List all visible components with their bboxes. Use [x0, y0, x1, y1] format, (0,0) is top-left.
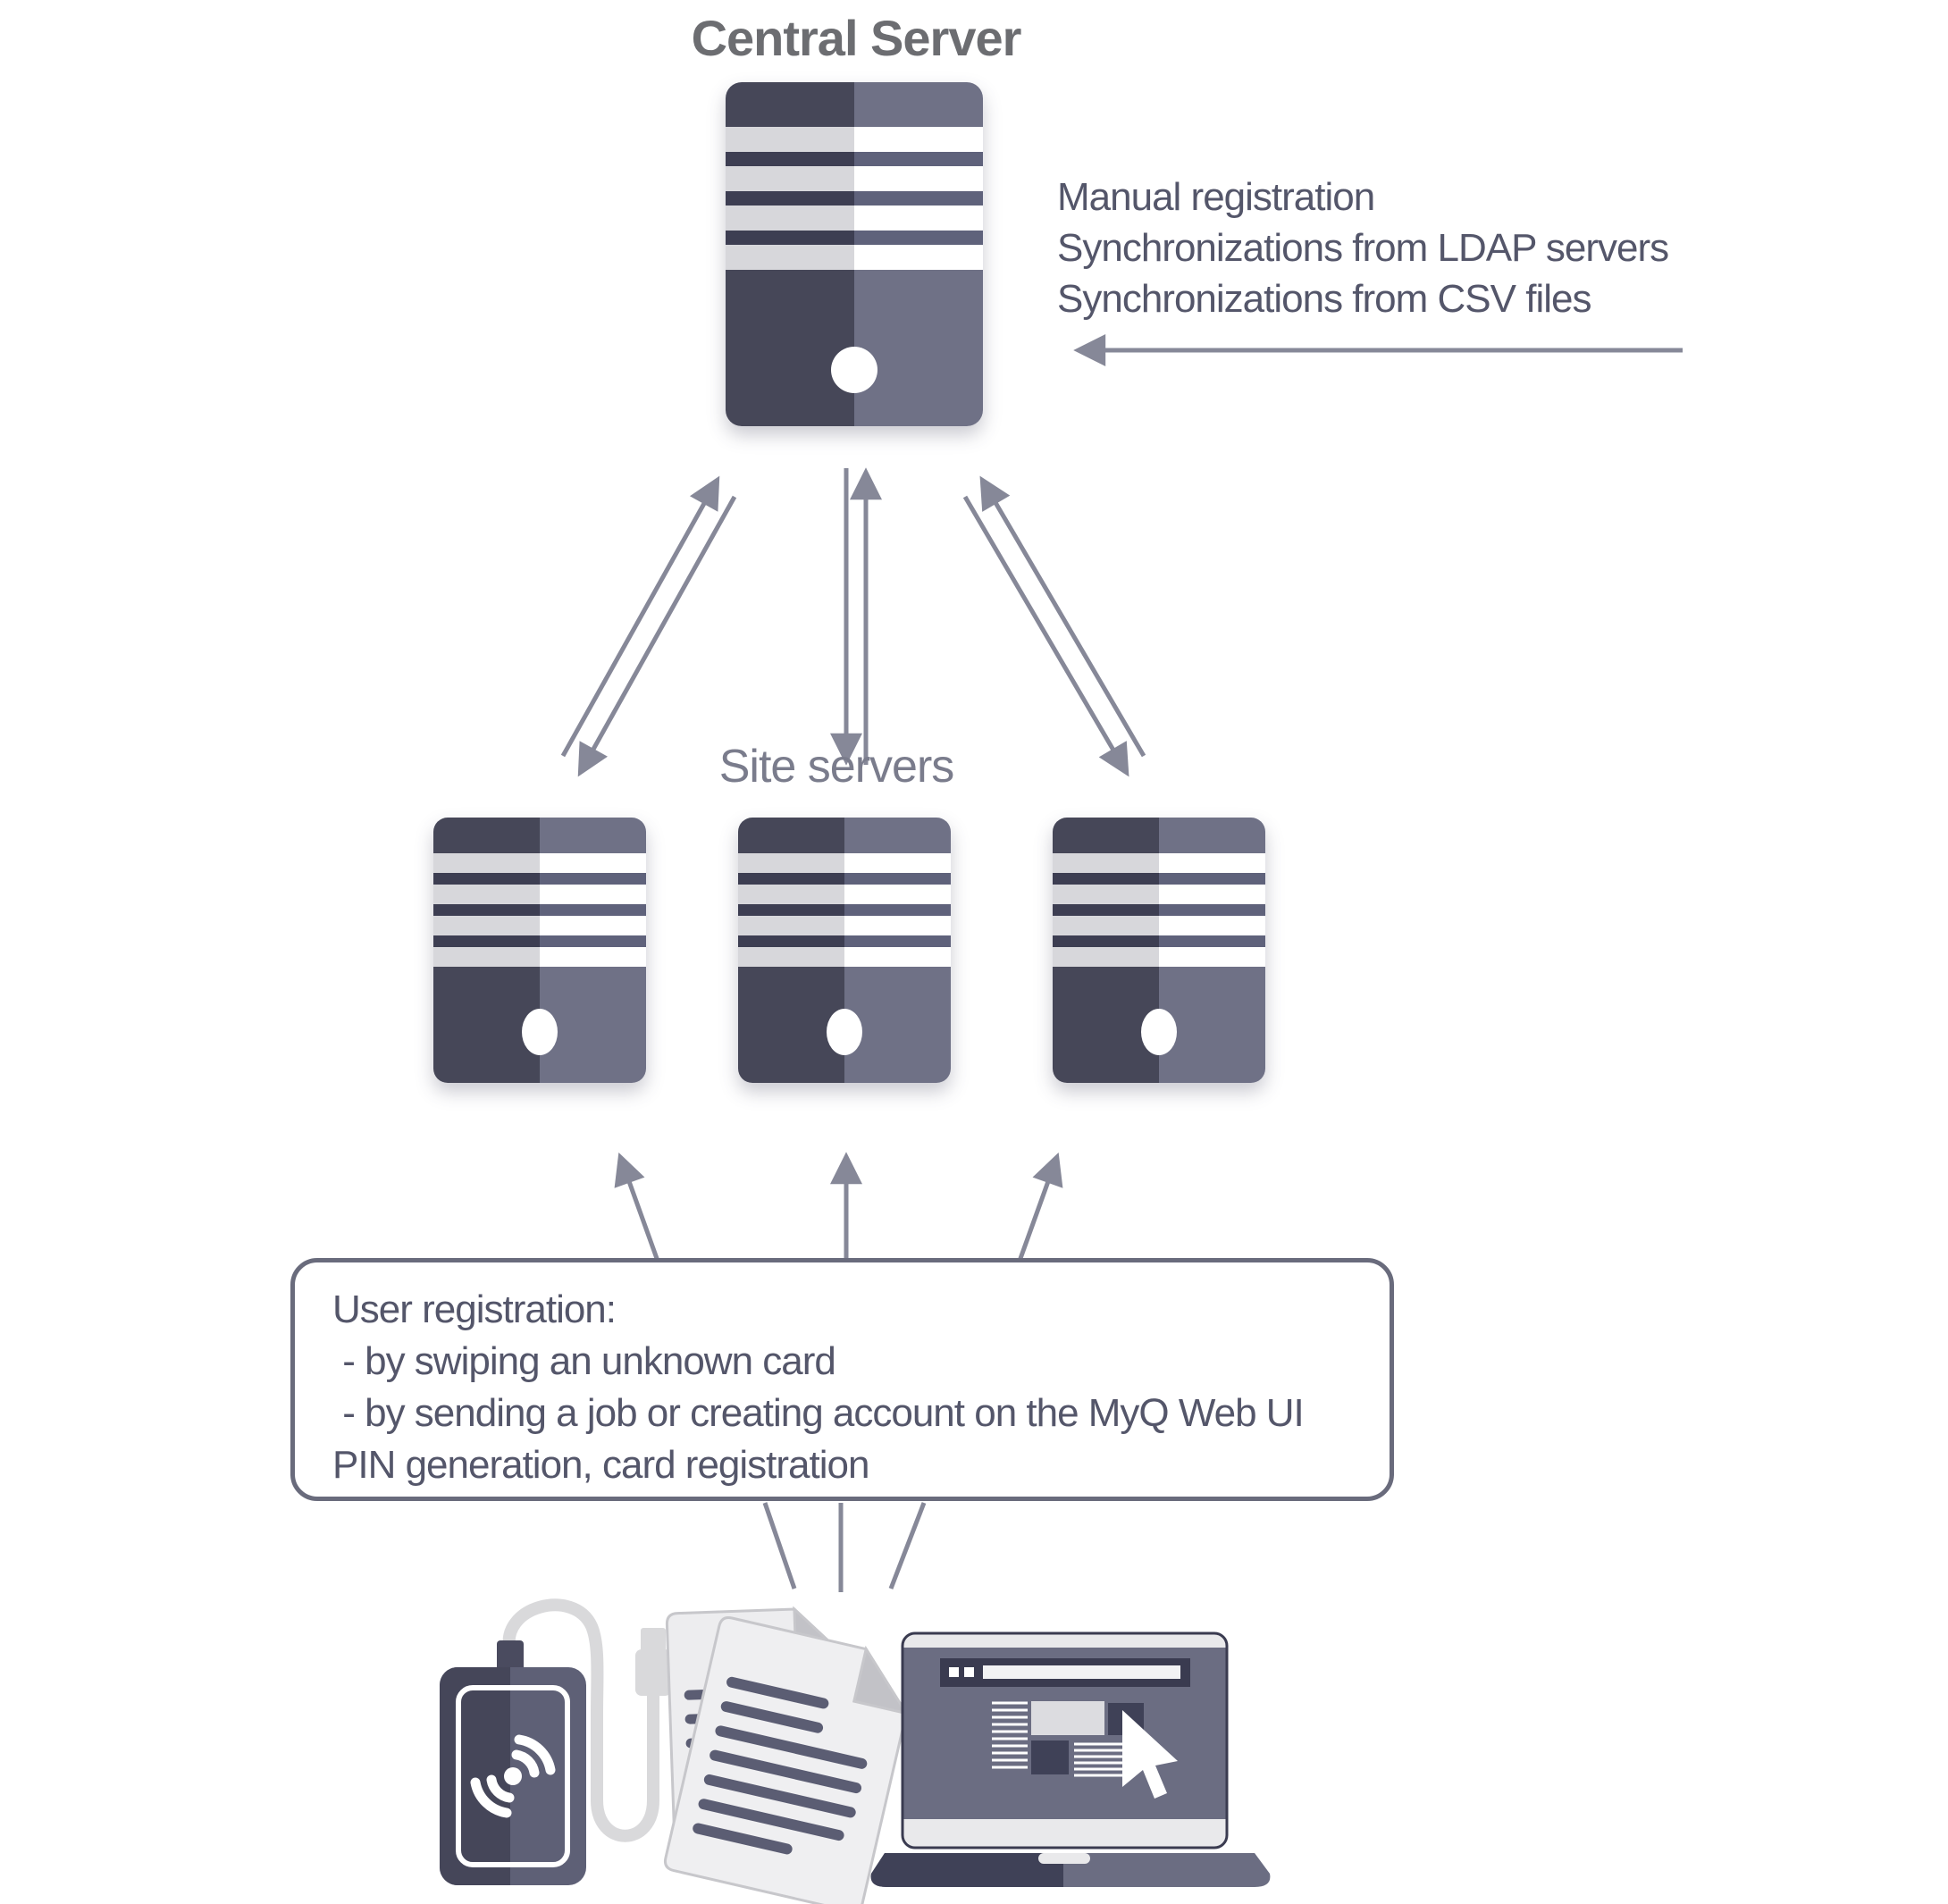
- documents-icon: [663, 1607, 918, 1904]
- central-server-title: Central Server: [691, 10, 1021, 66]
- page-dark-block: [1031, 1740, 1069, 1774]
- browser-button: [949, 1667, 959, 1677]
- server-top-panel: [726, 82, 983, 127]
- power-button: [1141, 1009, 1177, 1055]
- laptop-browser-icon: [871, 1633, 1271, 1887]
- user-registration-line: PIN generation, card registration: [332, 1443, 869, 1487]
- usb-plug-tip: [641, 1628, 666, 1653]
- page-image-placeholder: [1031, 1701, 1104, 1735]
- central-to-site3-arrows: [965, 484, 1144, 768]
- site-server-3-icon: [1053, 818, 1265, 1083]
- power-button: [831, 347, 877, 393]
- annotation-line: Synchronizations from CSV files: [1057, 277, 1591, 321]
- power-button: [522, 1009, 558, 1055]
- usb-plug-body: [635, 1649, 671, 1696]
- annotation-line: Manual registration: [1057, 175, 1375, 219]
- central-to-site2-arrows: [846, 468, 866, 765]
- rfid-card-reader-icon: [440, 1605, 671, 1885]
- registration-methods-text: [1057, 172, 1668, 324]
- browser-button: [964, 1667, 974, 1677]
- site-server-2-icon: [738, 818, 951, 1083]
- user-registration-line: - by swiping an unknown card: [332, 1339, 835, 1383]
- power-button: [827, 1009, 862, 1055]
- annotation-line: Synchronizations from LDAP servers: [1057, 226, 1669, 270]
- site-server-1-icon: [433, 818, 646, 1083]
- central-to-site1-arrows: [563, 484, 735, 768]
- laptop-base-dark-half: [871, 1853, 1063, 1887]
- user-registration-box: [290, 1258, 1394, 1501]
- card-body-dark: [440, 1667, 510, 1885]
- user-registration-line: - by sending a job or creating account on the MyQ Web UI: [332, 1391, 1304, 1435]
- central-server-icon: [726, 82, 983, 426]
- browser-address-bar: [983, 1665, 1180, 1679]
- user-registration-line: User registration:: [332, 1288, 617, 1331]
- laptop-base-notch: [1038, 1853, 1090, 1864]
- device-to-box-lines: [765, 1503, 924, 1592]
- site-servers-label: Site servers: [718, 741, 954, 793]
- registration-to-site-arrows: [622, 1162, 1055, 1263]
